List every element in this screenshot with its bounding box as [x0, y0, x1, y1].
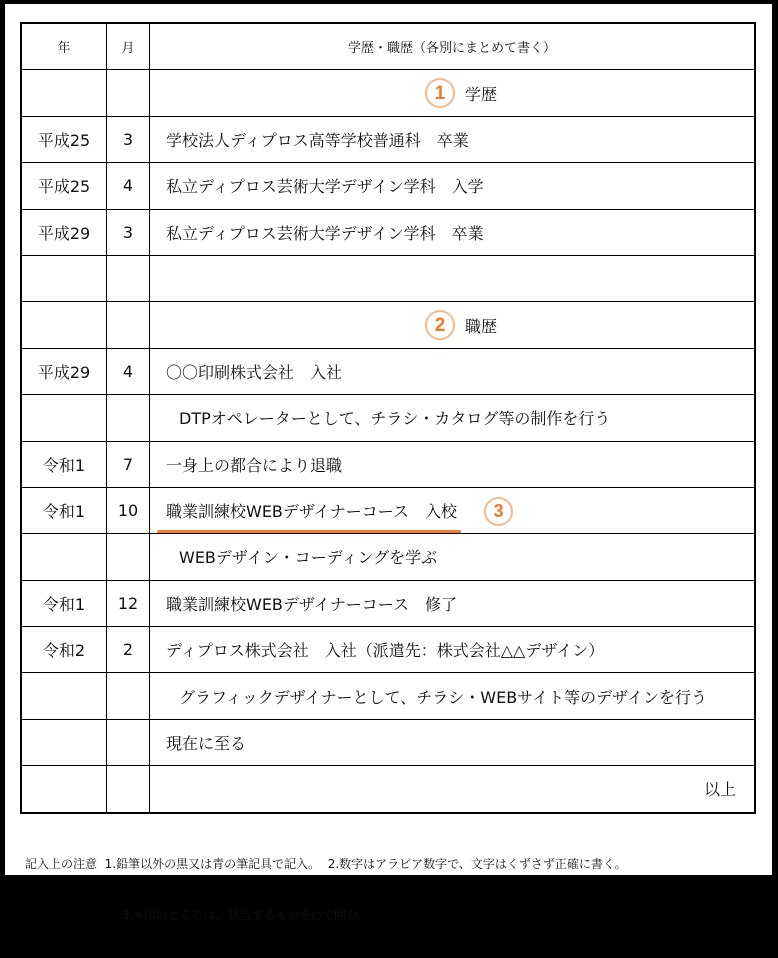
year-cell: 平成29 [21, 209, 107, 255]
detail-cell [150, 255, 756, 301]
year-cell [21, 766, 107, 813]
table-row [21, 627, 755, 673]
detail-cell: DTPオペレーターとして、チラシ・カタログ等の制作を行う [150, 395, 756, 441]
table-row [21, 348, 755, 394]
month-cell [107, 534, 150, 580]
detail-cell: ディプロス株式会社 入社（派遣先：株式会社△△デザイン） [150, 627, 756, 673]
detail-cell: WEBデザイン・コーディングを学ぶ [150, 534, 756, 580]
year-cell: 平成25 [21, 163, 107, 209]
month-cell [107, 302, 150, 348]
month-cell: 2 [107, 627, 150, 673]
table-row [21, 163, 755, 209]
table-row [21, 116, 755, 162]
month-cell: 10 [107, 487, 150, 533]
month-cell: 3 [107, 116, 150, 162]
table-row-empty [21, 255, 755, 301]
section-heading [150, 302, 756, 348]
table-row [21, 719, 755, 765]
month-cell: 3 [107, 209, 150, 255]
year-cell [21, 302, 107, 348]
year-cell [21, 70, 107, 116]
table-row [21, 534, 755, 580]
detail-cell: 現在に至る [150, 719, 756, 765]
entry-notes [25, 822, 627, 958]
notes-line-2: 3.※印のところは、該当するものを○で囲む。 [122, 908, 370, 922]
section-label: 学歴 [464, 84, 497, 104]
month-cell: 12 [107, 580, 150, 626]
table-row [21, 209, 755, 255]
year-cell [21, 534, 107, 580]
detail-text: 職業訓練校WEBデザイナーコース 入校 [166, 502, 457, 522]
year-cell: 平成25 [21, 116, 107, 162]
month-cell [107, 673, 150, 719]
notes-line-1: 記入上の注意 1.鉛筆以外の黒又は青の筆記具で記入。 2.数字はアラビア数字で、文字はくずさず正確に書く。 [25, 857, 627, 871]
detail-cell: 学校法人ディプロス高等学校普通科 卒業 [150, 116, 756, 162]
detail-cell [150, 487, 756, 533]
table-row [21, 580, 755, 626]
year-cell [21, 255, 107, 301]
year-cell: 令和1 [21, 441, 107, 487]
year-cell [21, 719, 107, 765]
detail-cell: 私立ディプロス芸術大学デザイン学科 入学 [150, 163, 756, 209]
table-row [21, 395, 755, 441]
year-cell: 令和1 [21, 487, 107, 533]
section-row-career [21, 302, 755, 348]
circled-number-2-icon: 2 [425, 310, 455, 340]
month-cell [107, 395, 150, 441]
year-cell [21, 395, 107, 441]
circled-number-1-icon: 1 [425, 78, 455, 108]
header-detail: 学歴・職歴（各別にまとめて書く） [150, 23, 756, 70]
detail-cell: グラフィックデザイナーとして、チラシ・WEBサイト等のデザインを行う [150, 673, 756, 719]
section-heading [150, 70, 756, 116]
resume-sheet [5, 4, 772, 922]
header-month: 月 [107, 23, 150, 70]
table-row-closing [21, 766, 755, 813]
month-cell [107, 766, 150, 813]
year-cell: 平成29 [21, 348, 107, 394]
table-row [21, 441, 755, 487]
table-header-row [21, 23, 755, 70]
year-cell [21, 673, 107, 719]
month-cell: 7 [107, 441, 150, 487]
section-label: 職歴 [464, 316, 497, 336]
header-year: 年 [21, 23, 107, 70]
orange-underline [157, 530, 461, 533]
table-row-highlighted [21, 487, 755, 533]
month-cell: 4 [107, 348, 150, 394]
month-cell [107, 70, 150, 116]
detail-cell: 一身上の都合により退職 [150, 441, 756, 487]
education-career-table [20, 22, 756, 814]
detail-cell: 職業訓練校WEBデザイナーコース 修了 [150, 580, 756, 626]
month-cell: 4 [107, 163, 150, 209]
closing-text: 以上 [150, 766, 756, 813]
underlined-entry [166, 499, 457, 522]
section-row-education [21, 70, 755, 116]
month-cell [107, 719, 150, 765]
detail-cell: 私立ディプロス芸術大学デザイン学科 卒業 [150, 209, 756, 255]
month-cell [107, 255, 150, 301]
circled-number-3-icon: 3 [484, 497, 513, 526]
detail-cell: 〇〇印刷株式会社 入社 [150, 348, 756, 394]
year-cell: 令和1 [21, 580, 107, 626]
year-cell: 令和2 [21, 627, 107, 673]
table-row [21, 673, 755, 719]
